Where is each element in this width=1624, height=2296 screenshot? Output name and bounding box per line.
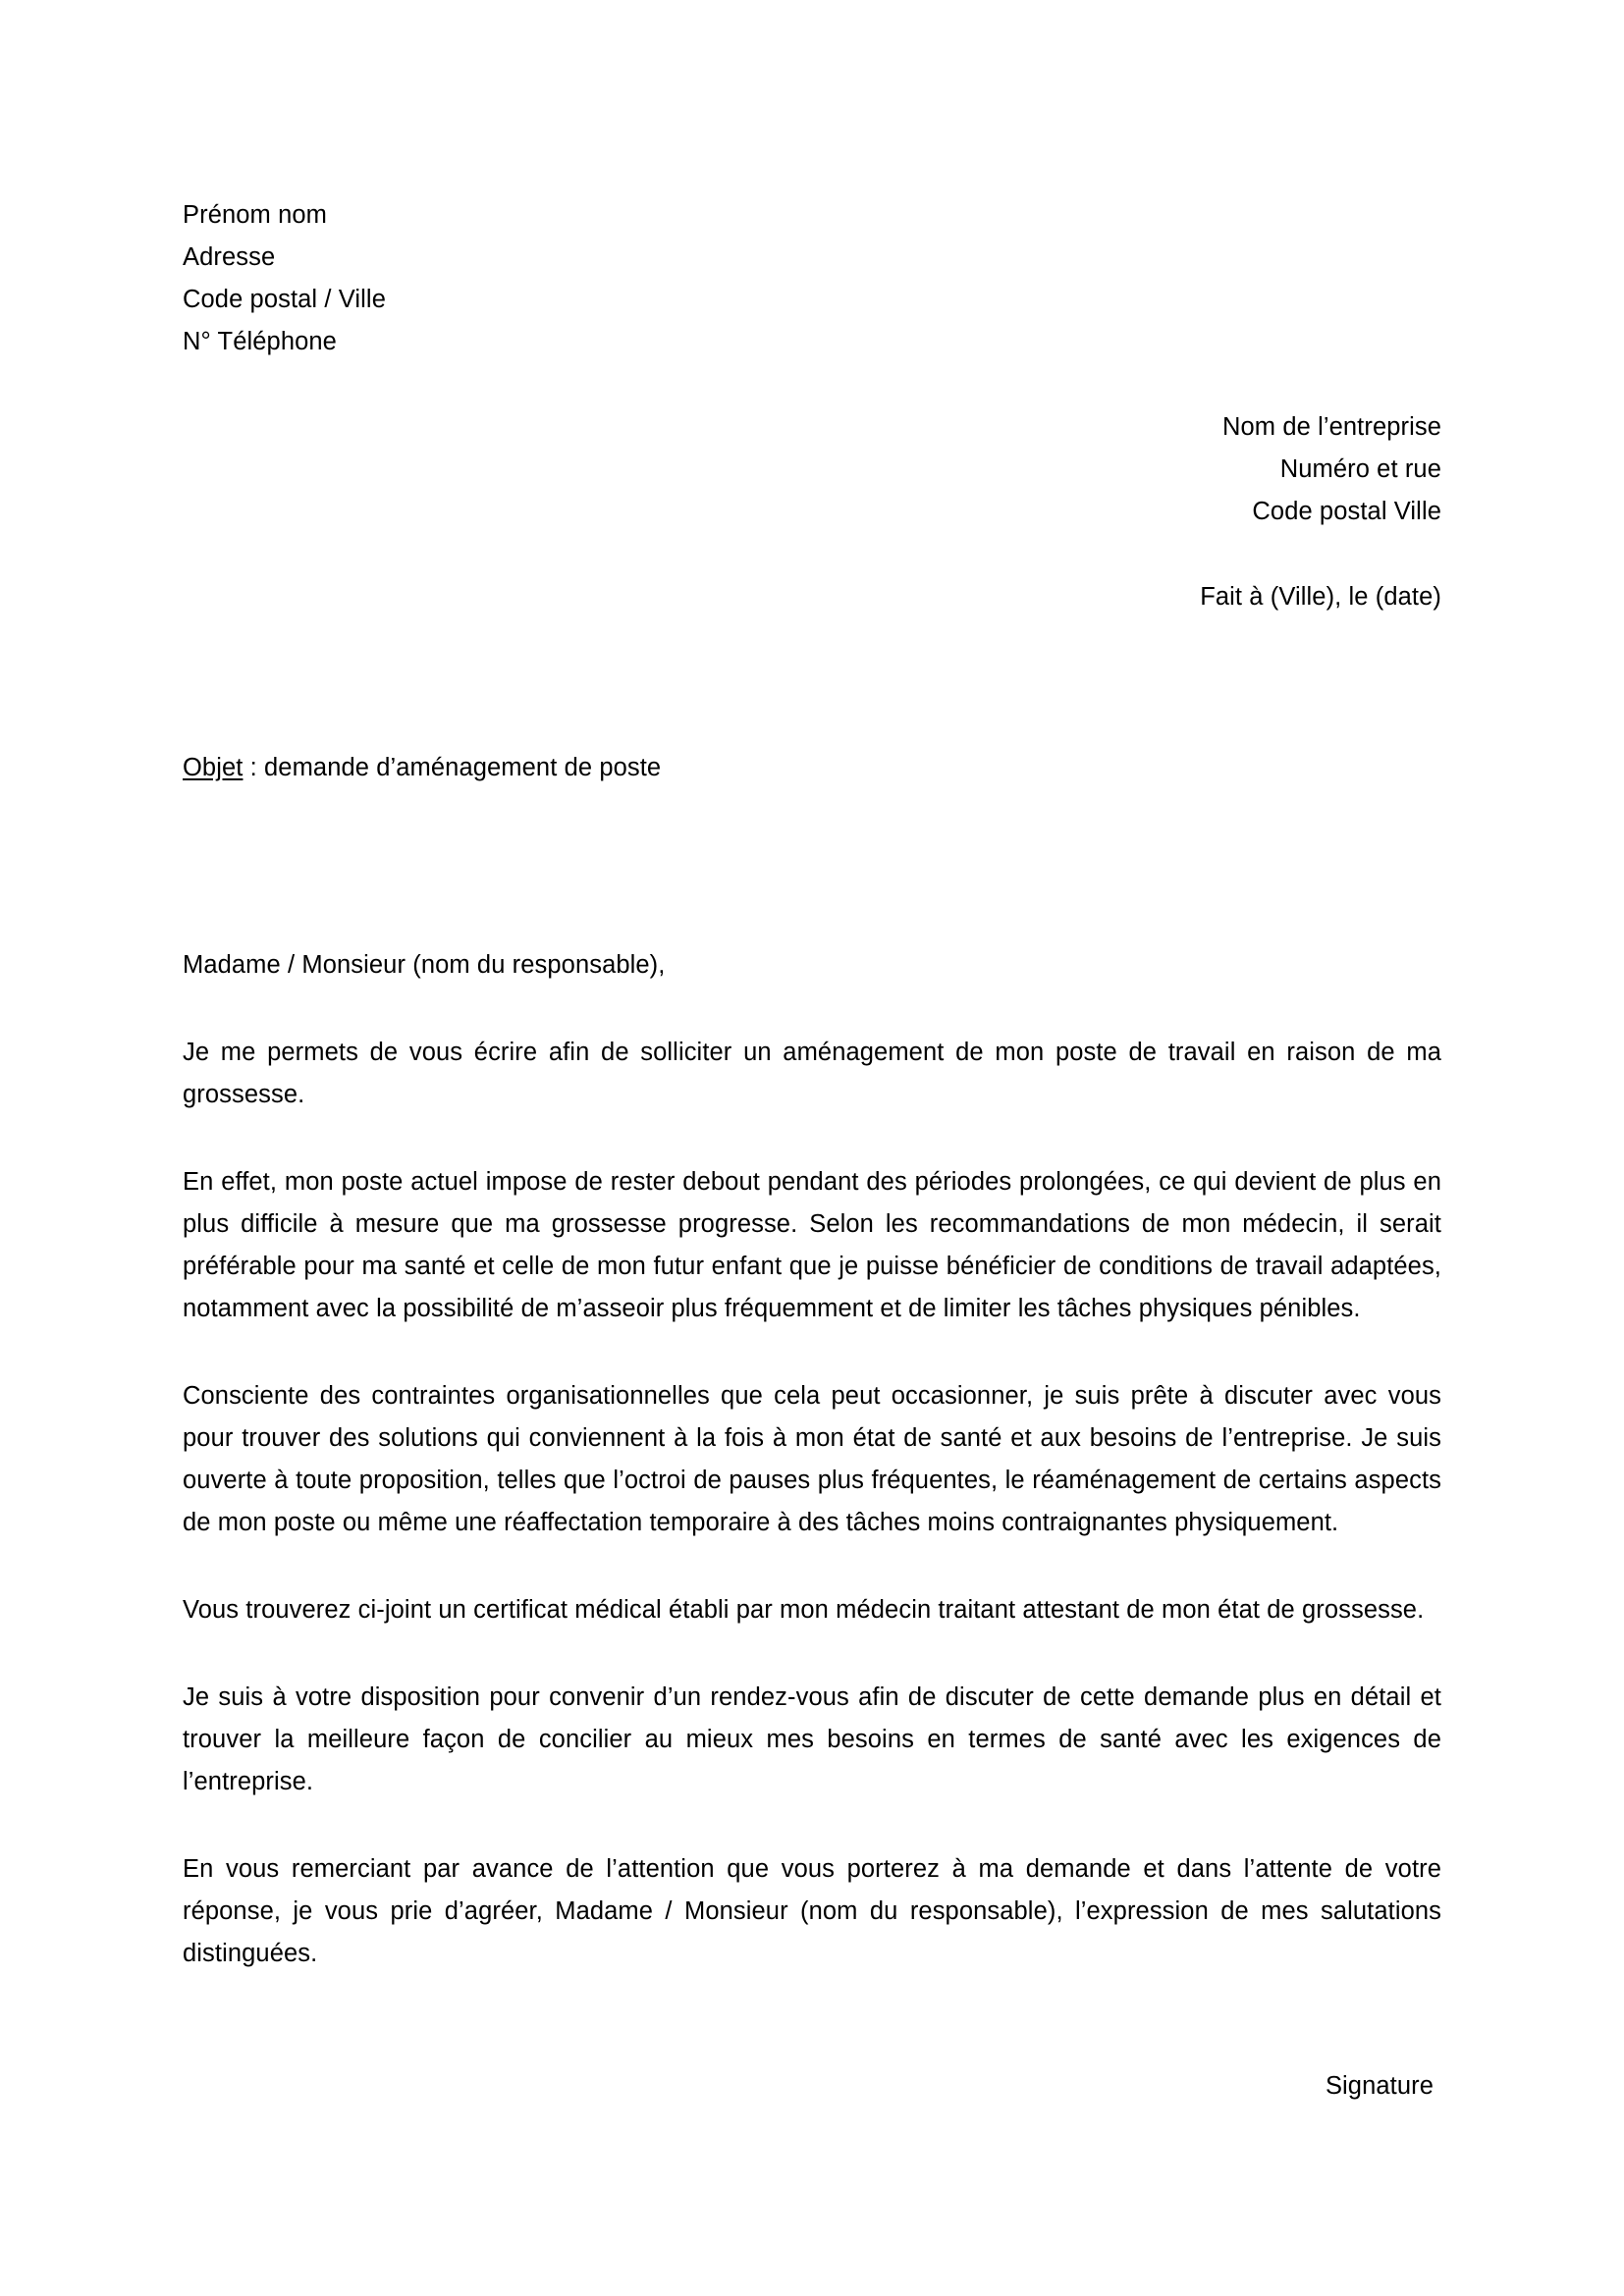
body-paragraph: En vous remerciant par avance de l’attention que vous porterez à ma demande et dans l’attente de votre réponse, je vous prie d’agréer, Madame / Monsieur (nom du responsable), l’expression de mes salutations distinguées.	[183, 1855, 1441, 1967]
sender-address-block	[183, 194, 1441, 363]
signature-label: Signature	[1325, 2072, 1434, 2100]
subject-block	[183, 747, 1441, 789]
sender-line-phone: N° Téléphone	[183, 328, 337, 355]
signature-block	[183, 2065, 1441, 2108]
recipient-address-block	[183, 406, 1441, 533]
body-paragraph: En effet, mon poste actuel impose de rester debout pendant des périodes prolongées, ce qui devient de plus en plus difficile à mesure que ma grossesse progresse. Selon les recommandations de mon médecin, il serait préférable pour ma santé et celle de mon futur enfant que je puisse bénéficier de conditions de travail adaptées, notamment avec la possibilité de m’asseoir plus fréquemment et de limiter les tâches physiques pénibles.	[183, 1168, 1441, 1322]
body-block	[183, 1032, 1441, 1975]
subject-line	[183, 747, 1441, 789]
sender-line-address: Adresse	[183, 243, 276, 271]
subject-label: Objet	[183, 754, 244, 781]
salutation-line: Madame / Monsieur (nom du responsable),	[183, 951, 666, 979]
sender-line-postal-city: Code postal / Ville	[183, 286, 386, 313]
subject-text: : demande d’aménagement de poste	[243, 754, 662, 781]
letter-content	[183, 0, 1441, 2108]
recipient-line-street: Numéro et rue	[1279, 455, 1441, 483]
date-line: Fait à (Ville), le (date)	[1200, 583, 1441, 611]
recipient-line-postal-city: Code postal Ville	[1252, 498, 1441, 525]
body-paragraph: Je me permets de vous écrire afin de solliciter un aménagement de mon poste de travail en raison de ma grossesse.	[183, 1039, 1441, 1108]
body-paragraph: Je suis à votre disposition pour convenir d’un rendez-vous afin de discuter de cette demande plus en détail et trouver la meilleure façon de concilier au mieux mes besoins en termes de santé avec les exigences de l’entreprise.	[183, 1683, 1441, 1795]
sender-line-name: Prénom nom	[183, 201, 327, 229]
body-paragraph: Vous trouverez ci-joint un certificat médical établi par mon médecin traitant attestant de mon état de grossesse.	[183, 1596, 1425, 1624]
body-paragraph: Consciente des contraintes organisationnelles que cela peut occasionner, je suis prête à discuter avec vous pour trouver des solutions qui conviennent à la fois à mon état de santé et aux besoins de l’entreprise. Je suis ouverte à toute proposition, telles que l’octroi de pauses plus fréquentes, le réaménagement de certains aspects de mon poste ou même une réaffectation temporaire à des tâches moins contraignantes physiquement.	[183, 1382, 1441, 1536]
recipient-line-company: Nom de l’entreprise	[1222, 413, 1441, 441]
salutation-block	[183, 944, 1441, 987]
date-location-block	[183, 576, 1441, 618]
